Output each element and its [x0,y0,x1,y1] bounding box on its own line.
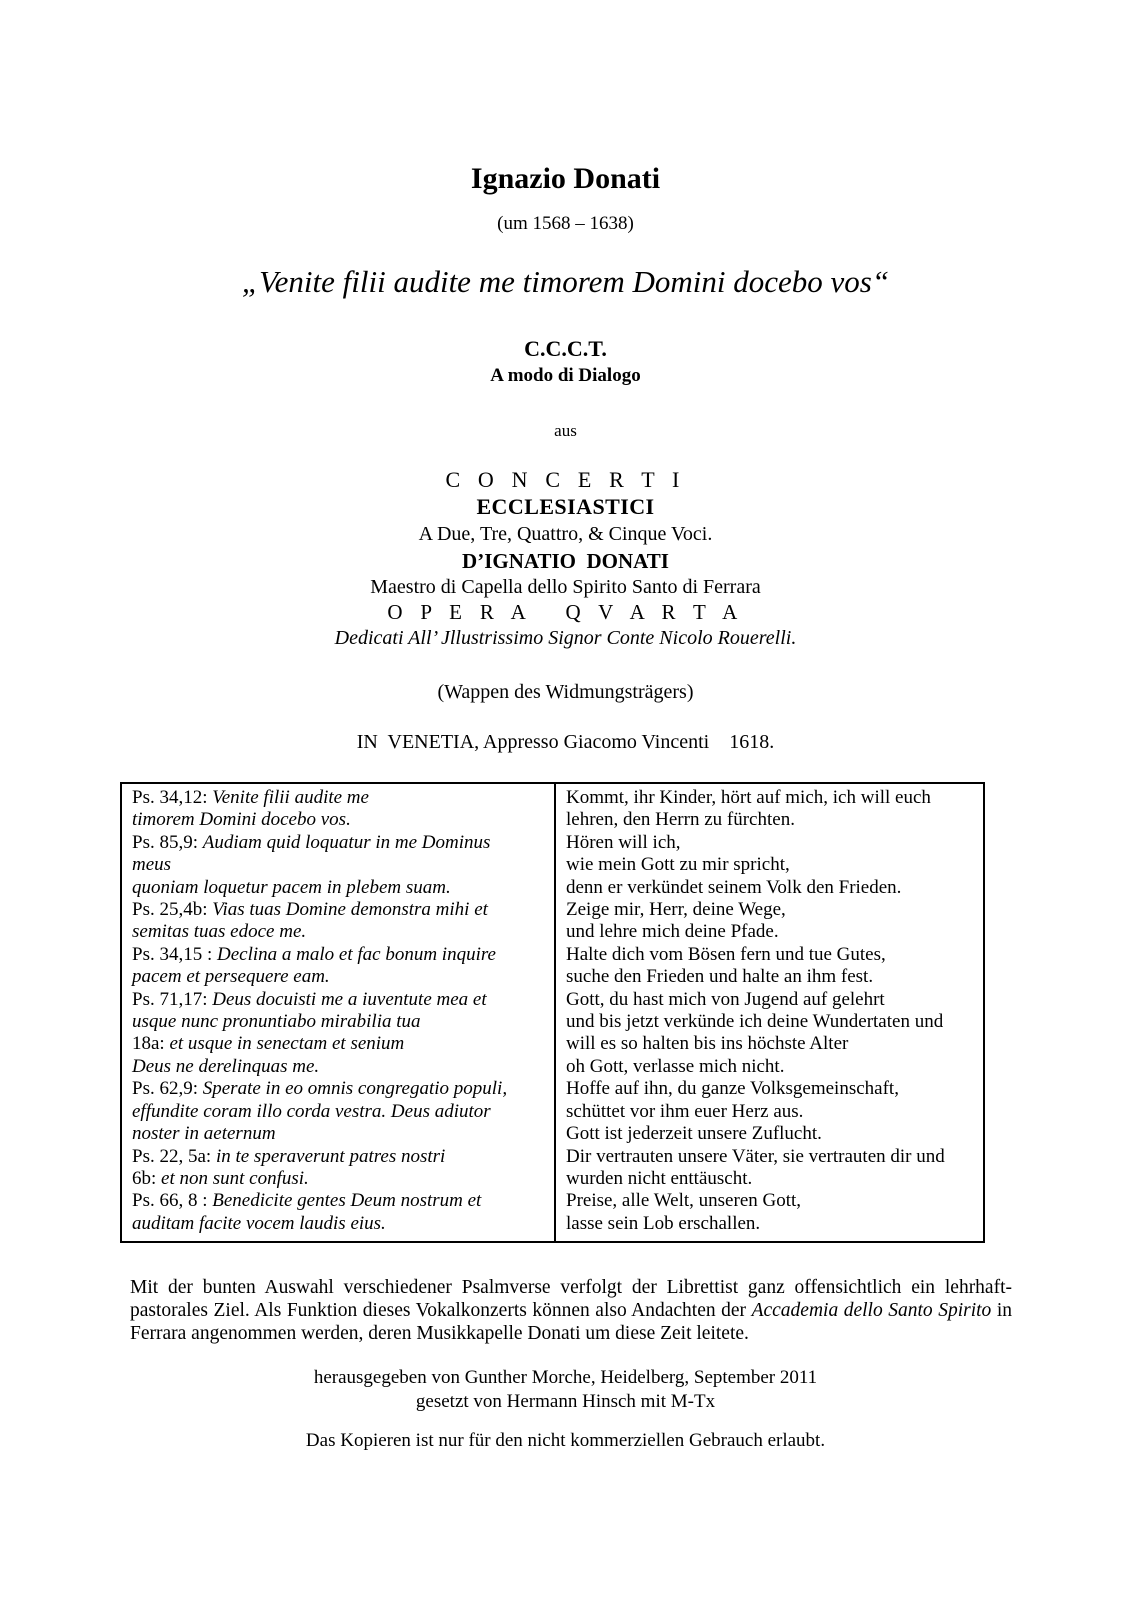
psalm-reference: Ps. 22, 5a: [132,1145,216,1167]
latin-line [132,921,546,943]
latin-text: et non sunt confusi. [161,1167,309,1189]
imprint-line: IN VENETIA, Appresso Giacomo Vincenti 1618. [356,731,775,753]
commentary-italic-segment: Accademia dello Santo Spirito [751,1300,992,1321]
latin-text: Deus docuisti me a iuventute mea et [212,988,487,1010]
latin-text: noster in aeternum [132,1123,276,1145]
german-line: und lehre mich deine Pfade. [566,921,779,943]
latin-text: Venite filii audite me [212,787,369,808]
german-line: Zeige mir, Herr, deine Wege, [566,899,786,921]
maestro-line: Maestro di Capella dello Spirito Santo di Ferrara [370,576,761,598]
psalm-reference: 6b: [132,1167,162,1189]
german-line: denn er verkündet seinem Volk den Frieden. [566,876,902,898]
german-line: suche den Frieden und halte an ihm fest. [566,966,874,988]
latin-line [132,966,546,988]
latin-line [132,1123,546,1145]
german-line: schüttet vor ihm euer Herz aus. [566,1100,804,1122]
from-label: aus [554,421,577,440]
latin-text: pacem et persequere eam. [132,966,330,988]
latin-text: quoniam loquetur pacem in plebem suam. [132,876,451,898]
work-subtitle: A modo di Dialogo [490,365,641,386]
commentary-segment: Mit der bunten Auswahl verschiedener Psalmverse verfolgt der Librettist ganz offensichtlich ein lehrhaft-pastorales Ziel. Als Funktion dieses Vokalkonzerts können also Andachten der [130,1277,1012,1321]
latin-text: et usque in senectam et senium [169,1033,405,1055]
latin-text: timorem Domini docebo vos. [132,809,351,831]
opera-line: O P E R A Q V A R T A [387,600,744,624]
latin-line [132,832,546,854]
german-line: Halte dich vom Bösen fern und tue Gutes, [566,943,886,965]
collection-title-line1: C O N C E R T I [445,467,686,492]
latin-text: meus [132,854,172,876]
latin-line [132,989,546,1011]
german-line: und bis jetzt verkünde ich deine Wundertaten und [566,1011,944,1033]
author-line: D’IGNATIO DONATI [462,549,669,573]
german-line: Gott, du hast mich von Jugend auf gelehrt [566,988,885,1010]
german-line: lehren, den Herrn zu fürchten. [566,809,795,831]
german-line: Kommt, ihr Kinder, hört auf mich, ich will euch [566,787,931,808]
edition-note [0,1366,1131,1413]
table-latin-cell [122,784,556,1241]
german-line: Gott ist jederzeit unsere Zuflucht. [566,1123,822,1145]
latin-text: usque nunc pronuntiabo mirabilia tua [132,1011,421,1033]
scoring-abbreviation: C.C.C.T. [524,336,607,361]
commentary-segment: in Ferrara angenommen werden, deren Musikkapelle Donati um diese Zeit leitete. [130,1300,1012,1344]
german-line: Hoffe auf ihn, du ganze Volksgemeinschaft, [566,1078,899,1100]
coat-of-arms-note: (Wappen des Widmungsträgers) [437,681,694,703]
german-line: wie mein Gott zu mir spricht, [566,854,790,876]
edition-line-2: gesetzt von Hermann Hinsch mit M-Tx [415,1390,716,1412]
license-note: Das Kopieren ist nur für den nicht kommerziellen Gebrauch erlaubt. [305,1430,826,1451]
composer-dates: (um 1568 – 1638) [497,213,634,234]
latin-text: Deus ne derelinquas me. [132,1055,320,1077]
composer-name: Ignazio Donati [470,162,661,195]
latin-text: auditam facite vocem laudis eius. [132,1212,386,1234]
table-german-cell [556,784,983,1241]
psalm-reference: Ps. 66, 8 : [132,1190,213,1212]
german-line: will es so halten bis ins höchste Alter [566,1033,849,1055]
german-line: lasse sein Lob erschallen. [566,1212,761,1234]
latin-text: Vias tuas Domine demonstra mihi et [212,899,488,921]
latin-text: Benedicite gentes Deum nostrum et [212,1190,482,1212]
latin-line [132,1213,546,1235]
latin-line [132,1101,546,1123]
edition-line-1: herausgegeben von Gunther Morche, Heidelberg, September 2011 [313,1367,818,1388]
psalm-reference: Ps. 62,9: [132,1078,203,1100]
psalm-reference: Ps. 71,17: [132,988,213,1010]
voices-line: A Due, Tre, Quattro, & Cinque Voci. [418,523,713,545]
psalm-text-table [120,782,985,1243]
latin-line [132,899,546,921]
latin-text: effundite coram illo corda vestra. Deus adiutor [132,1100,491,1122]
german-line: Dir vertrauten unsere Väter, sie vertrauten dir und [566,1145,945,1167]
german-line: oh Gott, verlasse mich nicht. [566,1055,785,1077]
psalm-reference: 18a: [132,1033,170,1055]
latin-text: Sperate in eo omnis congregatio populi, [202,1078,508,1100]
commentary [130,1276,1012,1345]
latin-line [132,1033,546,1055]
latin-line [132,877,546,899]
latin-line [132,1056,546,1078]
latin-text: Declina a malo et fac bonum inquire [217,943,496,965]
latin-line [132,1168,546,1190]
latin-line [132,787,546,809]
german-line: wurden nicht enttäuscht. [566,1167,753,1189]
german-line: Hören will ich, [566,831,681,853]
psalm-reference: Ps. 34,12: [132,787,213,808]
latin-line [132,944,546,966]
work-title: „Venite filii audite me timorem Domini docebo vos“ [241,264,890,299]
collection-title-line2: ECCLESIASTICI [476,494,655,519]
psalm-reference: Ps. 25,4b: [132,899,213,921]
latin-line [132,809,546,831]
psalm-reference: Ps. 34,15 : [132,943,217,965]
latin-text: semitas tuas edoce me. [132,921,307,943]
latin-text: in te speraverunt patres nostri [215,1145,446,1167]
latin-line [132,1190,546,1212]
latin-line [132,854,546,876]
dedication-line: Dedicati All’ Jllustrissimo Signor Conte Nicolo Rouerelli. [334,627,797,649]
latin-line [132,1146,546,1168]
latin-text: Audiam quid loquatur in me Dominus [202,831,491,853]
german-line: Preise, alle Welt, unseren Gott, [566,1190,802,1212]
psalm-reference: Ps. 85,9: [132,831,203,853]
latin-line [132,1078,546,1100]
latin-line [132,1011,546,1033]
